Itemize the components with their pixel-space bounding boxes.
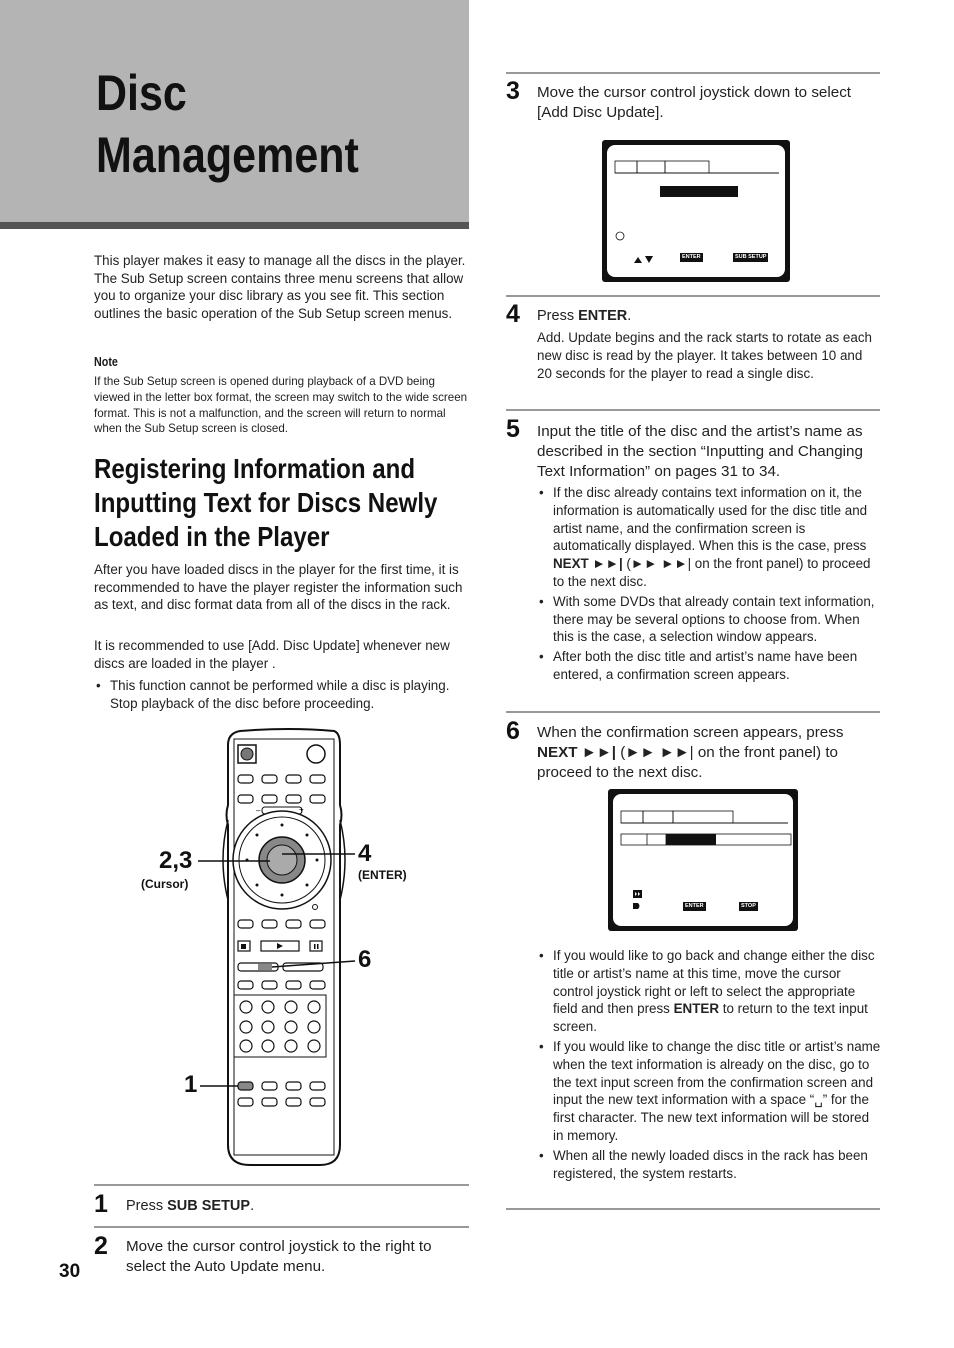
intro-paragraph: This player makes it easy to manage all the discs in the player. The Sub Setup screen contains three menu screens that allow you to organize your disc library as you see fit. This section outlines the basic operation of the Sub Setup screen menus. [94,253,466,321]
page-number: 30 [59,1261,81,1282]
step-3-number: 3 [506,77,520,105]
divider [506,72,880,74]
divider [94,1184,469,1186]
osd-enter-label: ENTER [685,903,704,909]
callout-enter-number: 4 [358,840,372,867]
step-4-number: 4 [506,300,520,328]
step-2-text: Move the cursor control joystick to the right to select the Auto Update menu. [126,1238,432,1275]
divider [94,1226,469,1228]
svg-text:–: – [256,806,261,815]
step-1-post: . [250,1198,255,1214]
callout-subsetup-number: 1 [184,1071,198,1098]
divider [506,711,880,713]
chapter-title-line1: Disc [96,65,187,121]
step-4-pre: Press [537,308,579,324]
step-2-number: 2 [94,1232,108,1260]
section-bullet-1 [94,677,470,712]
step-1-text [126,1196,254,1216]
step-5-b1-post: (►► ►►| on the front panel) to proceed to the next disc. [553,556,871,589]
note-text: If the Sub Setup screen is opened during playback of a DVD being viewed in the letter box format, the screen may switch to the wide screen format. This is not a malfunction, and the screen will return to normal when the Sub Setup screen is closed. [94,375,468,436]
step-4-text [537,306,631,326]
step-6-b1-post: to return to the text input screen. [553,1001,868,1035]
step-6-number: 6 [506,717,520,745]
step-5-number: 5 [506,415,520,443]
step-6-pre: When the confirmation screen appears, press [537,724,844,741]
callout-cursor-label: (Cursor) [141,877,189,891]
step-4-body: Add. Update begins and the rack starts to rotate as each new disc is read by the player. It takes between 10 and 20 seconds for the player to read a single disc. [537,330,872,381]
step-4-key: ENTER [578,308,628,324]
step-5-b1-key: NEXT ►►| [553,556,623,572]
chapter-title-line2: Management [96,127,359,183]
osd-screen-area [607,145,785,277]
section-paragraph-1: After you have loaded discs in the player for the first time, it is recommended to have the player register the information such as text, and disc format data from all of the discs in the rack. [94,562,463,613]
bullet-item [537,484,882,591]
chapter-title-underbar [0,222,469,229]
bullet-item: • With some DVDs that already contain text information, there may be several options to choose from. When this is the case, a selection window appears. [537,593,882,646]
osd-screen-add-disc-update [602,140,790,282]
divider [506,409,880,411]
osd-screen-confirmation [608,789,798,931]
osd-sub-setup-label: SUB SETUP [735,254,767,260]
step-6-post: (►► ►►| on the front panel) to proceed to the next disc. [537,744,838,781]
note-heading: Note [94,355,118,369]
step-1-key: SUB SETUP [167,1198,251,1214]
divider [506,295,880,297]
remote-control-illustration [130,725,430,1170]
chapter-title [96,62,359,186]
step-1-pre: Press [126,1198,168,1214]
step-6-bullets [537,947,882,1184]
osd-enter-label: ENTER [682,254,701,260]
osd-screen-area [613,794,793,926]
step-6-b1-key: ENTER [673,1001,719,1017]
osd-stop-label: STOP [741,903,756,909]
step-3-text: Move the cursor control joystick down to select [Add Disc Update]. [537,84,852,121]
step-5-b1-pre: If the disc already contains text information on it, the information is automatically used for the disc title and artist name, and the confirmation screen is automatically displayed. When this is the case, press [553,485,868,554]
bullet-item: • This function cannot be performed while a disc is playing. Stop playback of the disc before proceeding. [94,677,470,712]
svg-text:+: + [299,805,304,814]
bullet-item: • When all the newly loaded discs in the rack has been registered, the system restarts. [537,1147,882,1183]
step-5-text: Input the title of the disc and the artist’s name as described in the section “Inputting and Changing Text Information” on pages 31 to 34. [537,423,863,480]
section-title: Registering Information and Inputting Text for Discs Newly Loaded in the Player [94,453,438,552]
step-6-b1-pre: If you would like to go back and change either the disc title or artist’s name at this time, move the cursor control joystick right or left to select the appropriate field and then press [553,948,875,1017]
callout-enter-label: (ENTER) [358,868,407,882]
bullet-item: • After both the disc title and artist’s name have been entered, a confirmation screen appears. [537,648,882,684]
callout-next-number: 6 [358,946,372,973]
step-1-number: 1 [94,1190,108,1218]
step-5-bullets [537,484,882,686]
step-6-text [537,723,879,783]
bullet-item: • If you would like to change the disc title or artist’s name when the text information is already on the disc, go to the text input screen from the confirmation screen and input the new text information with a space “␣” for the first character. The new text information will be stored in memory. [537,1038,882,1145]
callout-cursor-number: 2,3 [159,847,193,874]
step-4-post: . [627,308,632,324]
step-6-key: NEXT ►►| [537,744,617,761]
divider [506,1208,880,1210]
section-paragraph-2: It is recommended to use [Add. Disc Update] whenever new discs are loaded in the player . [94,638,450,671]
bullet-item [537,947,882,1036]
